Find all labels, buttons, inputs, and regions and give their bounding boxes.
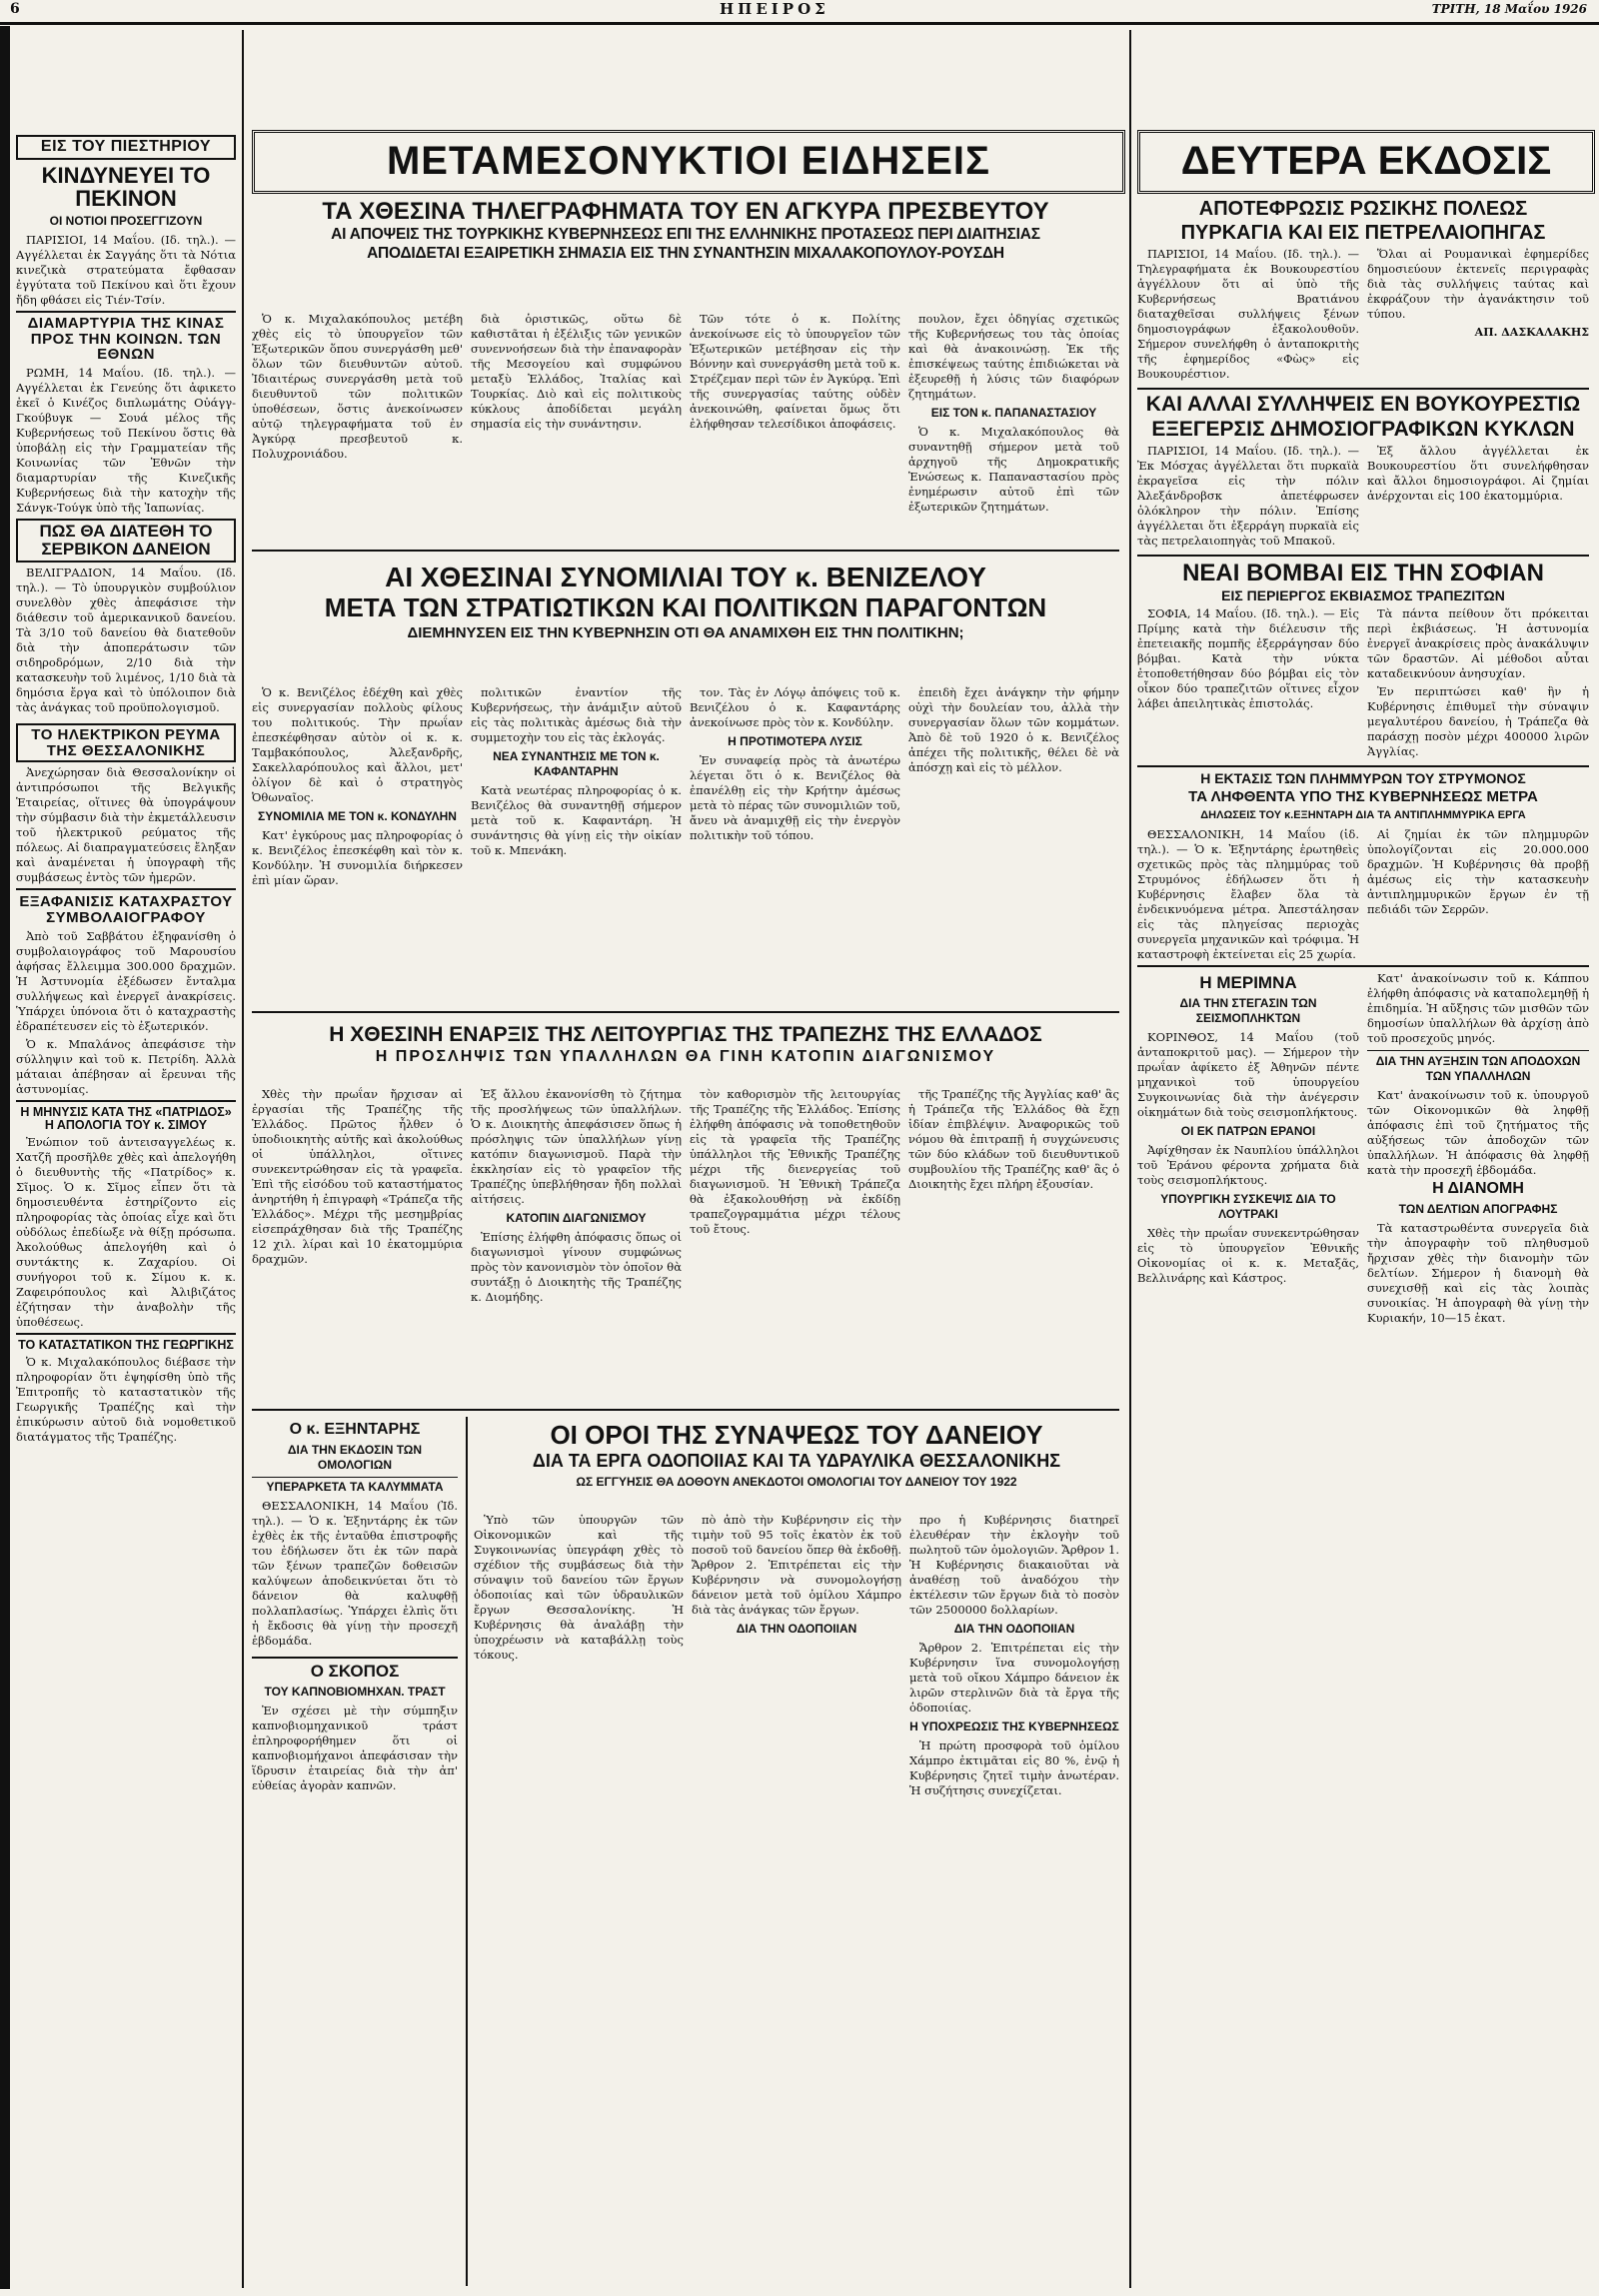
right-headline-1: ΑΠΟΤΕΦΡΩΣΙΣ ΡΩΣΙΚΗΣ ΠΟΛΕΩΣ bbox=[1198, 198, 1528, 220]
left-text-6: Ἐνώπιον τοῦ ἀντεισαγγελέως κ. Χατζῆ προσῆλθε χθὲς καὶ ἀπελογήθη ὁ διευθυντὴς τῆς «Πατρίδος» κ. Σῖμος. Ὁ κ. Σῖμος εἶπεν ὅτι τὰ δημοσιευθέντα ἐστηρίζοντο εἰς πληροφορίας τὰς ὁποίας εἶχε καὶ ὅτι οὐδόλως ἐπεδίωξε νὰ θίξῃ πρόσωπα. Ἀκολούθως ἀπελογήθη καὶ ὁ συντάκτης κ. Ζαχαρίου. Οἱ συνήγοροι τοῦ κ. Σίμου κ. κ. Ζαφειρόπουλος καὶ Ἀλιβιζάτος ἐζήτησαν τὴν ἀναβολὴν τῆς ὑποθέσεως. bbox=[16, 1135, 236, 1330]
article-venizelos-col2: πολιτικῶν ἐναντίον τῆς Κυβερνήσεως, τὴν ἀνάμιξιν αὐτοῦ εἰς τὰς πολιτικὰς ἀμέσως διὰ τὴν συμμετοχὴν του εἰς τὰς ἐκλογάς. bbox=[471, 685, 682, 744]
trust-title: Ο ΣΚΟΠΟΣ bbox=[252, 1657, 458, 1681]
right-headline-6b: ΔΙΑ ΤΗΝ ΣΤΕΓΑΣΙΝ ΤΩΝ ΣΕΙΣΜΟΠΛΗΚΤΩΝ bbox=[1179, 996, 1317, 1026]
article-loan-subhead-1: ΔΙΑ ΤΗΝ ΟΔΟΠΟΙΙΑΝ bbox=[736, 1622, 857, 1636]
right-headline-8b: ΤΩΝ ΔΕΛΤΙΩΝ ΑΠΟΓΡΑΦΗΣ bbox=[1398, 1202, 1558, 1217]
right-text-4: ΘΕΣΣΑΛΟΝΙΚΗ, 14 Μαΐου (ἰδ. τηλ.). — Ὁ κ. Ἐξηντάρης ἐρωτηθεὶς σχετικῶς πρὸς τὰς πλημμύρας τοῦ Στρυμόνος ἐδήλωσεν ὅτι ἡ Κυβέρνησις ἔλαβεν ὅλα τὰ ἐνδεικνυόμενα μέτρα. Ἀπεστάλησαν εἰς τὰς πληγείσας περιοχὰς συνεργεῖα μηχανικῶν καὶ τρόφιμα. Ἡ καταστροφὴ ἐκτείνεται εἰς 25 χωρία. bbox=[1137, 827, 1359, 962]
article-venizelos-subtitle: ΜΕΤΑ ΤΩΝ ΣΤΡΑΤΙΩΤΙΚΩΝ ΚΑΙ ΠΟΛΙΤΙΚΩΝ ΠΑΡΑΓΟΝΤΩΝ bbox=[324, 592, 1047, 623]
article-venizelos-col1: Ὁ κ. Βενιζέλος ἐδέχθη καὶ χθὲς εἰς συνεργασίαν πολλοὺς φίλους του πολιτικούς. Τὴν πρωΐαν ἐπεσκέφθησαν αὐτὸν οἱ κ. κ. Ταμβακόπουλος, Ἀλεξανδρῆς, Σακελλαρόπουλος καὶ ἄλλοι, μετ' ὀλίγον δὲ καὶ ὁ στρατηγὸς Ὀθωναῖος. bbox=[252, 685, 463, 804]
article-venizelos-subtitle-2: ΔΙΕΜΗΝΥΣΕΝ ΕΙΣ ΤΗΝ ΚΥΒΕΡΝΗΣΙΝ ΟΤΙ ΘΑ ΑΝΑΜΙΧΘΗ ΕΙΣ ΤΗΝ ΠΟΛΙΤΙΚΗΝ; bbox=[407, 623, 964, 641]
right-headline-3b: ΕΞΕΓΕΡΣΙΣ ΔΗΜΟΣΙΟΓΡΑΦΙΚΩΝ ΚΥΚΛΩΝ bbox=[1151, 418, 1575, 442]
left-text-5b: Ὁ κ. Μπαλάνος ἀπεφάσισε τὴν σύλληψιν καὶ τοῦ κ. Πετρίδη. Ἀλλὰ μάταιαι ἀπέβησαν αἱ ἔρευναι τῆς ἀστυνομίας. bbox=[16, 1036, 236, 1096]
article-bank-col1: Χθὲς τὴν πρωΐαν ἤρχισαν αἱ ἐργασίαι τῆς Τραπέζης τῆς Ἑλλάδος. Πρῶτος ἦλθεν ὁ ὑποδιοικητὴς αὐτῆς καὶ ἀκολούθως οἱ ὑπάλληλοι, οἵτινες συνεκεντρώθησαν εἰς τὰ γραφεῖα. Ἐπὶ τῆς εἰσόδου τοῦ καταστήματος ἀνηρτήθη ἡ ἐπιγραφὴ «Τράπεζα τῆς Ἑλλάδος». Μέχρι τῆς μεσημβρίας εἰσεπράχθησαν διὰ τῆς Τραπέζης 12 χιλ. λίραι καὶ 10 ἑκατομμύρια δραχμῶν. bbox=[252, 1087, 463, 1266]
masthead bbox=[0, 0, 1599, 25]
article-loan-subhead-2: ΔΙΑ ΤΗΝ ΟΔΟΠΟΙΙΑΝ bbox=[953, 1622, 1075, 1636]
right-headline-5c: ΔΗΛΩΣΕΙΣ ΤΟΥ κ.ΕΞΗΝΤΑΡΗ ΔΙΑ ΤΑ ΑΝΤΙΠΛΗΜΜΥΡΙΚΑ ΕΡΓΑ bbox=[1200, 809, 1526, 822]
article-venizelos bbox=[252, 560, 1119, 643]
right-text-3b: Τὰ πάντα πείθουν ὅτι πρόκειται περὶ ἐκβιάσεως. Ἡ ἀστυνομία ἐνεργεῖ ἀνακρίσεις πρὸς ἀνακάλυψιν τῶν δραστῶν. Αἱ μέθοδοι αὗται καταδεικνύουν ἀνησυχίαν. bbox=[1367, 605, 1589, 680]
right-banner: ΔΕΥΤΕΡΑ ΕΚΔΟΣΙΣ bbox=[1137, 130, 1595, 194]
left-text-7: Ὁ κ. Μιχαλακόπουλος διέβασε τὴν πληροφορίαν ὅτι ἐψηφίσθη ὑπὸ τῆς Ἐπιτροπῆς τὸ καταστατικὸν τῆς Γεωργικῆς Τραπέζης καὶ τὴν ἐπικύρωσιν αὐτοῦ διὰ νομοθετικοῦ διατάγματος τῆς Τραπέζης. bbox=[16, 1355, 236, 1445]
right-headline-5: Η ΕΚΤΑΣΙΣ ΤΩΝ ΠΛΗΜΜΥΡΩΝ ΤΟΥ ΣΤΡΥΜΟΝΟΣ bbox=[1137, 765, 1589, 786]
left-headline-6: ΕΞΑΦΑΝΙΣΙΣ ΚΑΤΑΧΡΑΣΤΟΥ ΣΥΜΒΟΛΑΙΟΓΡΑΦΟΥ bbox=[16, 888, 236, 926]
article-venizelos-subhead-3: Η ΠΡΟΤΙΜΟΤΕΡΑ ΛΥΣΙΣ bbox=[728, 734, 862, 748]
newspaper-name: ΗΠΕΙΡΟΣ bbox=[720, 0, 829, 18]
page-edge-bar bbox=[0, 26, 10, 2289]
article-loan bbox=[474, 1419, 1119, 1493]
article-loan-subtitle-2: ΩΣ ΕΓΓΥΗΣΙΣ ΘΑ ΔΟΘΟΥΝ ΑΝΕΚΔΟΤΟΙ ΟΜΟΛΟΓΙΑΙ ΤΟΥ ΔΑΝΕΙΟΥ ΤΟΥ 1922 bbox=[576, 1475, 1017, 1490]
article-venizelos-col2b: Κατὰ νεωτέρας πληροφορίας ὁ κ. Βενιζέλος θὰ συναντηθῇ σήμερον μετὰ τοῦ κ. Καφαντάρη. Ἡ συνάντησις θὰ γίνῃ εἰς τὴν οἰκίαν τοῦ κ. Μπενάκη. bbox=[471, 783, 682, 857]
article-bank-col4: τῆς Τραπέζης τῆς Ἀγγλίας καθ' ἃς ἡ Τράπεζα τῆς Ἑλλάδος θὰ ἔχῃ ἰδίαν ἐπιβλέψιν. Ἀναφορικῶς τοῦ νόμου θὰ ἐπιτραπῇ ἡ συγχώνευσις τῶν δύο κλάδων τοῦ διευθυντικοῦ συμβουλίου τῆς Τραπέζης καθ' ἃς ὁ Διοικητὴς ἔχει πλήρη ἐξουσίαν. bbox=[908, 1087, 1119, 1191]
right-headline-5b: ΤΑ ΛΗΦΘΕΝΤΑ ΥΠΟ ΤΗΣ ΚΥΒΕΡΝΗΣΕΩΣ ΜΕΤΡΑ bbox=[1188, 787, 1538, 805]
right-column bbox=[1137, 196, 1589, 2288]
right-text-7: Κατ' ἀνακοίνωσιν τοῦ κ. ὑπουργοῦ τῶν Οἰκονομικῶν θὰ ληφθῇ ἀπόφασις ἐπὶ τοῦ ζητήματος τῆς αὐξήσεως τῶν ἀποδοχῶν τῶν ὑπαλλήλων. Ἡ ἀπόφασις θὰ ληφθῇ κατὰ τὴν προσεχῆ ἑβδομάδα. bbox=[1367, 1088, 1589, 1178]
article-ankara-subtitle-2: ΑΠΟΔΙΔΕΤΑΙ ΕΞΑΙΡΕΤΙΚΗ ΣΗΜΑΣΙΑ ΕΙΣ ΤΗΝ ΣΥΝΑΝΤΗΣΙΝ ΜΙΧΑΛΑΚΟΠΟΥΛΟΥ-ΡΟΥΣΔΗ bbox=[367, 245, 1004, 263]
article-bank-subtitle: Η ΠΡΟΣΛΗΨΙΣ ΤΩΝ ΥΠΑΛΛΗΛΩΝ ΘΑ ΓΙΝΗ ΚΑΤΟΠΙΝ ΔΙΑΓΩΝΙΣΜΟΥ bbox=[375, 1048, 996, 1066]
article-loan-col3: προ ἡ Κυβέρνησις διατηρεῖ ἐλευθέραν τὴν ἐκλογὴν τοῦ πωλητοῦ τῶν ὁμολογιῶν. Ἄρθρον 1. Ἡ Κυβέρνησις διακαιοῦται νὰ ἀναθέσῃ τοῦ ἀναδόχου τὴν ἐκτέλεσιν τῶν ἔργων διὰ τὸ ποσὸν τῶν 2500000 δολλαρίων. bbox=[909, 1513, 1119, 1617]
left-text-5: Ἀπὸ τοῦ Σαββάτου ἐξηφανίσθη ὁ συμβολαιογράφος τοῦ Μαρουσίου ἀφήσας ἔλλειμμα 300.000 δραχμῶν. Ἡ Ἀστυνομία ἐξέδωσεν ἔνταλμα συλλήψεως καὶ ἐνεργεῖ ἀνακρίσεις. Ὑπάρχει ὑπόνοια ὅτι ὁ καταχραστὴς ἐδραπέτευσεν εἰς τὸ ἐξωτερικόν. bbox=[16, 928, 236, 1033]
exintaris-title: Ο κ. ΕΞΗΝΤΑΡΗΣ bbox=[289, 1421, 421, 1438]
article-ankara-col1: Ὁ κ. Μιχαλακόπουλος μετέβη χθὲς εἰς τὸ ὑπουργεῖον τῶν Ἐξωτερικῶν ὅπου συνεργάσθη μεθ' ὅλων τῶν διευθυντῶν αὐτοῦ. Ἰδιαιτέρως συνεργάσθη μετὰ τοῦ διευθυντοῦ τῶν πολιτικῶν ὑποθέσεων, ὅστις ἀνεκοίνωσεν αὐτῷ τηλεγραφήματα τοῦ ἐν Ἀγκύρᾳ πρεσβευτοῦ κ. Πολυχρονιάδου. bbox=[252, 312, 463, 461]
article-loan-col3b: Ἄρθρον 2. Ἐπιτρέπεται εἰς τὴν Κυβέρνησιν ἵνα συνομολογήσῃ μετὰ τοῦ οἴκου Χάμπρο δάνειον ἐκ λιρῶν στερλινῶν διὰ τὰ ἔργα τῆς ὁδοποιίας. bbox=[909, 1641, 1119, 1715]
left-headline-3: ΔΙΑΜΑΡΤΥΡΙΑ ΤΗΣ ΚΙΝΑΣ ΠΡΟΣ ΤΗΝ ΚΟΙΝΩΝ. ΤΩΝ ΕΘΝΩΝ bbox=[16, 311, 236, 363]
section-rule bbox=[252, 1409, 1119, 1411]
right-text-5: ΚΟΡΙΝΘΟΣ, 14 Μαΐου (τοῦ ἀνταποκριτοῦ μας). — Σήμερον τὴν πρωΐαν ἀφίκετο ἐξ Ἀθηνῶν πέντε μηχανικοὶ τοῦ ὑπουργείου Συγκοινωνίας διὰ τὴν ἀνέγερσιν οἰκημάτων διὰ τοὺς σεισμοπλήκτους. bbox=[1137, 1030, 1359, 1120]
right-headline-6c: ΟΙ ΕΚ ΠΑΤΡΩΝ ΕΡΑΝΟΙ bbox=[1180, 1124, 1316, 1139]
article-bank-col2b: Ἐπίσης ἐλήφθη ἀπόφασις ὅπως οἱ διαγωνισμοὶ γίνουν συμφώνως πρὸς τὸν κανονισμὸν τὸν ὁποῖον θὰ συντάξῃ ὁ Διοικητὴς τῆς Τραπέζης κ. Διομήδης. bbox=[471, 1230, 682, 1304]
article-ankara-col4b: Ὁ κ. Μιχαλακόπουλος θὰ συναντηθῇ σήμερον μετὰ τοῦ ἀρχηγοῦ τῆς Δημοκρατικῆς Ἑνώσεως κ. Παπαναστασίου πρὸς ἐνημέρωσιν αὐτοῦ ἐπὶ τῶν ἐξωτερικῶν ζητημάτων. bbox=[908, 425, 1119, 514]
left-headline-5: ΤΟ ΗΛΕΚΤΡΙΚΟΝ ΡΕΥΜΑ ΤΗΣ ΘΕΣΣΑΛΟΝΙΚΗΣ bbox=[16, 723, 236, 763]
left-column bbox=[16, 132, 236, 2290]
article-loan-col1: Ὑπὸ τῶν ὑπουργῶν τῶν Οἰκονομικῶν καὶ τῆς Συγκοινωνίας ὑπεγράφη χθὲς τὸ σχέδιον τῆς συμβάσεως διὰ τὴν σύναψιν τοῦ δανείου τῶν ἔργων ὁδοποιίας καὶ τῶν ὑδραυλικῶν ἔργων Θεσσαλονίκης. Ἡ Κυβέρνησις θὰ ἀναλάβῃ τὴν ὑποχρέωσιν νὰ καταβάλλῃ τοὺς τόκους. bbox=[474, 1513, 684, 1662]
page-number: 6 bbox=[10, 1, 20, 17]
article-ankara-subhead: ΕΙΣ ΤΟΝ κ. ΠΑΠΑΝΑΣΤΑΣΙΟΥ bbox=[930, 406, 1097, 420]
article-loan-subtitle: ΔΙΑ ΤΑ ΕΡΓΑ ΟΔΟΠΟΙΙΑΣ ΚΑΙ ΤΑ ΥΔΡΑΥΛΙΚΑ ΘΕΣΣΑΛΟΝΙΚΗΣ bbox=[532, 1451, 1061, 1472]
article-venizelos-subhead-1: ΣΥΝΟΜΙΛΙΑ ΜΕ ΤΟΝ κ. ΚΟΝΔΥΛΗΝ bbox=[258, 809, 457, 823]
section-rule bbox=[252, 550, 1119, 552]
right-signature: ΑΠ. ΔΑΣΚΑΛΑΚΗΣ bbox=[1474, 326, 1589, 339]
article-ankara-title: ΤΑ ΧΘΕΣΙΝΑ ΤΗΛΕΓΡΑΦΗΜΑΤΑ ΤΟΥ ΕΝ ΑΓΚΥΡΑ ΠΡΕΣΒΕΥΤΟΥ bbox=[322, 198, 1049, 225]
right-headline-2: ΠΥΡΚΑΓΙΑ ΚΑΙ ΕΙΣ ΠΕΤΡΕΛΑΙΟΠΗΓΑΣ bbox=[1180, 222, 1546, 244]
right-text-1: ΠΑΡΙΣΙΟΙ, 14 Μαΐου. (Ιδ. τηλ.). — Τηλεγραφήματα ἐκ Βουκουρεστίου ἀγγέλλουν ὅτι αἱ ὑπὸ τῆς Κυβερνήσεως Βρατιάνου διαταχθεῖσαι συλλήψεις ξένων δημοσιογράφων ἐξακολουθοῦν. Σήμερον συνελήφθη ὁ ἀνταποκριτὴς τῆς ἐφημερίδος «Φὼς» εἰς Βουκουρέστιον. bbox=[1137, 247, 1359, 381]
article-loan-title: ΟΙ ΟΡΟΙ ΤΗΣ ΣΥΝΑΨΕΩΣ ΤΟΥ ΔΑΝΕΙΟΥ bbox=[550, 1420, 1043, 1450]
left-text-3: ΒΕΛΙΓΡΑΔΙΟΝ, 14 Μαΐου. (Ιδ. τηλ.). — Τὸ ὑπουργικὸν συμβούλιον συνελθὸν χθὲς ἀπεφάσισε τὴν διάθεσιν τοῦ ἀμερικανικοῦ δανείου. Τὰ 3/10 τοῦ δανείου θὰ διατεθοῦν διὰ τὴν ἀποπεράτωσιν τῶν σιδηροδρόμων, 2/10 διὰ τὴν κατασκευὴν τοῦ λιμένος, 1/10 διὰ τὰ δημόσια ἔργα καὶ τὸ ὑπόλοιπον διὰ τὰς ἀνάγκας τοῦ προϋπολογισμοῦ. bbox=[16, 565, 236, 714]
section-rule bbox=[252, 1011, 1119, 1013]
left-text-2: ΡΩΜΗ, 14 Μαΐου. (Ιδ. τηλ.). — Αγγέλλεται ἐκ Γενεύης ὅτι ἀφικετο ἐκεῖ ὁ Κινέζος διπλωμάτης Οὐάγγ-Γκούβυγκ — Σουά μέλος τῆς Κυβερνήσεως τοῦ Πεκίνου ὅστις θὰ ὑποβάλῃ εἰς τὴν Γραμματείαν τῆς Κοινωνίας τῶν Ἐθνῶν τὴν διαμαρτυρίαν τῆς Κινεζικῆς Κυβερνήσεως διὰ τὴν κατοχὴν τῆς Σάνγκ-Τούγκ ὑπὸ τῆς Ἰαπωνίας. bbox=[16, 366, 236, 516]
article-venizelos-col3b: Ἐν συναφείᾳ πρὸς τὰ ἀνωτέρω λέγεται ὅτι ὁ κ. Βενιζέλος θὰ ἐπανέλθῃ εἰς τὴν Κρήτην ἀμέσως μετὰ τὸ πέρας τῶν συνομιλιῶν τοῦ, ἄνευ νὰ ἀναμιχθῇ εἰς τὴν ἐνεργὸν πολιτικὴν τοῦ τόπου. bbox=[690, 753, 900, 842]
trust-subtitle: ΤΟΥ ΚΑΠΝΟΒΙΟΜΗΧΑΝ. ΤΡΑΣΤ bbox=[264, 1684, 446, 1699]
article-bank-col2: Ἐξ ἄλλου ἐκανονίσθη τὸ ζήτημα τῆς προσλήψεως τῶν ὑπαλλήλων. Ὁ κ. Διοικητὴς ἀπεφάσισεν ὅπως ἡ πρόσληψις τῶν ὑπαλλήλων γίνῃ κατόπιν διαγωνισμοῦ. Παρὰ τὴν ἐκκλησίαν εἰς τὸ γραφεῖον τῆς Τραπέζης ὑπεβλήθησαν ἤδη πολλαὶ αἰτήσεις. bbox=[471, 1087, 682, 1206]
article-venizelos-body bbox=[252, 685, 1119, 1007]
right-text-3c: Ἐν περιπτώσει καθ' ἣν ἡ Κυβέρνησις ἐπιθυμεῖ τὴν σύναψιν μεγαλυτέρου δανείου, ἡ Τράπεζα θὰ παράσχῃ ποσὸν μέχρι 400000 λιρῶν Ἀγγλίας. bbox=[1367, 683, 1589, 758]
left-headline-4: ΠΩΣ ΘΑ ΔΙΑΤΕΘΗ ΤΟ ΣΕΡΒΙΚΟΝ ΔΑΝΕΙΟΝ bbox=[16, 519, 236, 563]
article-ankara-col4: πουλον, ἔχει ὁδηγίας σχετικῶς τῆς Κυβερνήσεως του τὰς ὁποίας καὶ θὰ ἀνακοινώσῃ. Ἐκ τῆς ἐπισκέψεως ταύτης ἐπιδιώκεται νὰ ἐξευρεθῇ ἡ λύσις τῶν διαφόρων ζητημάτων. bbox=[908, 312, 1119, 401]
left-headline-8: ΤΟ ΚΑΤΑΣΤΑΤΙΚΟΝ ΤΗΣ ΓΕΩΡΓΙΚΗΣ bbox=[16, 1333, 236, 1352]
article-bank-col3: τὸν καθορισμὸν τῆς λειτουργίας τῆς Τραπέζης τῆς Ἑλλάδος. Ἐπίσης ἐλήφθη ἀπόφασις νὰ τοποθετηθοῦν εἰς τὰ γραφεῖα τῆς Τραπέζης ὑπάλληλοι τῆς Ἐθνικῆς Τραπέζης μέχρι τῆς διενεργείας τοῦ διαγωνισμοῦ. Ἡ Ἐθνικὴ Τράπεζα θὰ ἐξακολουθήσῃ νὰ ἐκδίδῃ τραπεζογραμμάτια μέχρι τέλους τοῦ ἔτους. bbox=[690, 1087, 900, 1236]
right-headline-3: ΚΑΙ ΑΛΛΑΙ ΣΥΛΛΗΨΕΙΣ ΕΝ ΒΟΥΚΟΥΡΕΣΤΙΩ bbox=[1137, 388, 1589, 416]
left-text-4: Ἀνεχώρησαν διὰ Θεσσαλονίκην οἱ ἀντιπρόσωποι τῆς Βελγικῆς Ἑταιρείας, οἵτινες θὰ ὑπογράψουν τὴν σύμβασιν διὰ τὴν ἐκμετάλλευσιν τοῦ ἠλεκτρικοῦ ρεύματος τῆς πόλεως. Αἱ διαπραγματεύσεις ἔληξαν καὶ ἀναμένεται ἡ ὑπογραφὴ τῆς συμβάσεως ἐντὸς τῶν ἡμερῶν. bbox=[16, 765, 236, 885]
right-text-2: ΠΑΡΙΣΙΟΙ, 14 Μαΐου. (Ιδ. τηλ.). — Ἐκ Μόσχας ἀγγέλλεται ὅτι πυρκαϊὰ ἐκραγεῖσα εἰς τὴν πόλιν Ἀλεξάνδροβσκ ἀπετέφρωσεν ὁλόκληρον τὴν πόλιν. Ἐπίσης ἀγγέλλεται ὅτι ἐξερράγη πυρκαϊὰ εἰς τὰς πετρελαιοπηγὰς τοῦ Μπακοῦ. bbox=[1137, 444, 1359, 549]
article-bank-title: Η ΧΘΕΣΙΝΗ ΕΝΑΡΞΙΣ ΤΗΣ ΛΕΙΤΟΥΡΓΙΑΣ ΤΗΣ ΤΡΑΠΕΖΗΣ ΤΗΣ ΕΛΛΑΔΟΣ bbox=[329, 1023, 1042, 1046]
article-bank bbox=[252, 1021, 1119, 1069]
center-banner: ΜΕΤΑΜΕΣΟΝΥΚΤΙΟΙ ΕΙΔΗΣΕΙΣ bbox=[252, 130, 1125, 194]
article-venizelos-col3: τον. Τὰς ἐν Λόγῳ ἀπόψεις τοῦ κ. Βενιζέλου ὁ κ. Καφαντάρης ἀνεκοίνωσε πρὸς τὸν κ. Κονδύλην. bbox=[690, 685, 900, 729]
right-text-5c: Χθὲς τὴν πρωΐαν συνεκεντρώθησαν εἰς τὸ ὑπουργεῖον Ἐθνικῆς Οἰκονομίας οἱ κ. κ. Μεταξᾶς, Βελλινάρης καὶ Κάστρος. bbox=[1137, 1226, 1359, 1286]
left-subhead-1: ΟΙ ΝΟΤΙΟΙ ΠΡΟΣΕΓΓΙΖΟΥΝ bbox=[49, 213, 203, 228]
left-headline-1: ΕΙΣ ΤΟΥ ΠΙΕΣΤΗΡΙΟΥ bbox=[16, 135, 236, 160]
column-rule bbox=[242, 30, 244, 2288]
trust-text: Ἐν σχέσει μὲ τὴν σύμπηξιν καπνοβιομηχανικοῦ τράστ ἐπληροφορήθημεν ὅτι οἱ καπνοβιομήχανοι ἀπεφάσισαν τὴν ἵδρυσιν ἑταιρείας διὰ τὴν ἀπ' εὐθείας ἀγορὰν καπνῶν. bbox=[252, 1703, 458, 1792]
exintaris-subtitle-2: ΥΠΕΡΑΡΚΕΤΑ ΤΑ ΚΑΛΥΜΜΑΤΑ bbox=[252, 1477, 458, 1495]
column-rule bbox=[466, 1417, 468, 2286]
left-text-1: ΠΑΡΙΣΙΟΙ, 14 Μαΐου. (Ιδ. τηλ.). — Αγγέλλεται ἐκ Σαγγάης ὅτι τὰ Νότια κινεζικὰ στρατεύματα ἔφθασαν ἐγγύτατα τοῦ Πεκίνου καὶ ὅτι ἔχουν ἤδη φθάσει εἰς Τιέν-Τσίν. bbox=[16, 232, 236, 307]
exintaris-text: ΘΕΣΣΑΛΟΝΙΚΗ, 14 Μαΐου (Ἰδ. τηλ.). — Ὁ κ. Ἐξηντάρης ἐκ τῶν ἐχθὲς ἐκ τῆς ἐνταῦθα ἐπιστροφῆς του ἐδήλωσεν ὅτι ἐκ τῶν παρὰ τῶν ξένων τραπεζῶν δοθεισῶν καλύψεων ἀποδεικνύεται ὅτι τὸ δάνειον θὰ καλυφθῇ πολλαπλασίως. Ὑπάρχει ἐλπὶς ὅτι ἡ ἔκδοσις θὰ γίνῃ τὴν προσεχῆ ἑβδομάδα. bbox=[252, 1498, 458, 1648]
article-venizelos-subhead-2: ΝΕΑ ΣΥΝΑΝΤΗΣΙΣ ΜΕ ΤΟΝ κ. ΚΑΦΑΝΤΑΡΗΝ bbox=[493, 749, 660, 778]
article-venizelos-title: ΑΙ ΧΘΕΣΙΝΑΙ ΣΥΝΟΜΙΛΙΑΙ ΤΟΥ κ. ΒΕΝΙΖΕΛΟΥ bbox=[385, 562, 986, 592]
left-headline-2: ΚΙΝΔΥΝΕΥΕΙ ΤΟ ΠΕΚΙΝΟΝ bbox=[41, 162, 211, 211]
column-rule bbox=[1129, 30, 1131, 2288]
article-ankara-col3: Τῶν τότε ὁ κ. Πολίτης ἀνεκοίνωσε εἰς τὸ ὑπουργεῖον τῶν Ἐξωτερικῶν μετέβησαν εἰς τὴν Βόννην καὶ συνεργάσθη μετὰ τοῦ κ. Στρέζεμαν περὶ τῶν ἐν Ἀγκύρᾳ. Ἐπὶ τῆς συνεργασίας ταύτης οὐδὲν ἀνεκοινώθη, φαίνεται ὅμως ὅτι ἐλήφθησαν τελεσίδικοι ἀποφάσεις. bbox=[690, 312, 900, 431]
article-exintaris bbox=[252, 1419, 458, 2286]
article-loan-col3c: Ἡ πρώτη προσφορὰ τοῦ ὁμίλου Χάμπρο ἐκτιμᾶται εἰς 80 %, ἐνῷ ἡ Κυβέρνησις ζητεῖ τιμὴν ἀνωτέραν. Ἡ συζήτησις συνεχίζεται. bbox=[909, 1738, 1119, 1797]
article-ankara-body bbox=[252, 312, 1119, 544]
right-headline-7: ΔΙΑ ΤΗΝ ΑΥΞΗΣΙΝ ΤΩΝ ΑΠΟΔΟΧΩΝ ΤΩΝ ΥΠΑΛΛΗΛΩΝ bbox=[1367, 1050, 1589, 1084]
exintaris-subtitle: ΔΙΑ ΤΗΝ ΕΚΔΟΣΙΝ ΤΩΝ ΟΜΟΛΟΓΙΩΝ bbox=[287, 1442, 423, 1472]
article-venizelos-col1b: Κατ' ἐγκύρους μας πληροφορίας ὁ κ. Βενιζέλος ἐπεσκέφθη καὶ τὸν κ. Κονδύλην. Ἡ συνομιλία διήρκεσεν ἐπὶ μίαν ὥραν. bbox=[252, 828, 463, 887]
left-headline-7: Η ΜΗΝΥΣΙΣ ΚΑΤΑ ΤΗΣ «ΠΑΤΡΙΔΟΣ» Η ΑΠΟΛΟΓΙΑ ΤΟΥ κ. ΣΙΜΟΥ bbox=[16, 1100, 236, 1132]
article-venizelos-col4: ἐπειδὴ ἔχει ἀνάγκην τὴν φήμην οὐχὶ τὴν δουλείαν του, ἀλλὰ τὴν συνεργασίαν ὅλων τῶν κομμάτων. Ἀπὸ δὲ τοῦ 1920 ὁ κ. Βενιζέλος ἀπέχει τῆς πολιτικῆς, θέλει δὲ νὰ ἀπόσχῃ καὶ εἰς τὸ μέλλον. bbox=[908, 685, 1119, 774]
right-text-1b: Ὅλαι αἱ Ρουμανικαὶ ἐφημερίδες δημοσιεύουν ἐκτενεῖς περιγραφὰς διὰ τὰς συλλήψεις ταύτας καὶ ἐκφράζουν τὴν ἀγανάκτησιν τοῦ τύπου. bbox=[1367, 247, 1589, 321]
article-bank-body bbox=[252, 1087, 1119, 1399]
right-headline-6: Η ΜΕΡΙΜΝΑ bbox=[1199, 973, 1297, 993]
article-bank-subhead: ΚΑΤΟΠΙΝ ΔΙΑΓΩΝΙΣΜΟΥ bbox=[506, 1211, 647, 1225]
right-text-6: Κατ' ἀνακοίνωσιν τοῦ κ. Κάππου ἐλήφθη ἀπόφασις νὰ καταπολεμηθῇ ἡ ἐπιδημία. Ἡ αὔξησις τῶν μισθῶν τῶν δημοσίων ὑπαλλήλων θὰ ἀρχίσῃ ἀπὸ τοῦ προσεχοῦς μηνός. bbox=[1367, 971, 1589, 1046]
article-ankara-col2: διὰ ὁριστικῶς, οὕτω δὲ καθιστᾶται ἡ ἐξέλιξις τῶν γενικῶν συνεννοήσεων διὰ τὴν ἐπαναφορὰν τῆς Μεσογείου καὶ συμφώνου μεταξὺ Ἑλλάδος, Ἰταλίας καὶ Τουρκίας. Διὸ καὶ εἰς πολιτικοὺς κύκλους ἀποδίδεται μεγάλη σημασία εἰς τὴν συνάντησιν. bbox=[471, 312, 682, 431]
right-headline-4: ΝΕΑΙ ΒΟΜΒΑΙ ΕΙΣ ΤΗΝ ΣΟΦΙΑΝ bbox=[1137, 555, 1589, 585]
right-text-5b: Ἀφίχθησαν ἐκ Ναυπλίου ὑπάλληλοι τοῦ Ἐράνου φέροντα χρήματα διὰ τοὺς σεισμοπλήκτους. bbox=[1137, 1143, 1359, 1188]
issue-date: ΤΡΙΤΗ, 18 Μαΐου 1926 bbox=[1431, 2, 1587, 16]
article-loan-subhead-3: Η ΥΠΟΧΡΕΩΣΙΣ ΤΗΣ ΚΥΒΕΡΝΗΣΕΩΣ bbox=[909, 1720, 1119, 1733]
right-text-8: Τὰ καταστρωθέντα συνεργεῖα διὰ τὴν ἀπογραφὴν τοῦ πληθυσμοῦ ἤρχισαν χθὲς τὴν διανομὴν τῶν δελτίων. Σήμερον ἡ διανομὴ θὰ συνεχισθῇ καὶ εἰς τὰς λοιπὰς συνοικίας. Ἡ ἀπογραφὴ θὰ γίνῃ τὴν Κυριακήν, 10—15 ἑκατ. bbox=[1367, 1221, 1589, 1326]
article-loan-body bbox=[474, 1513, 1119, 2284]
right-text-3: ΣΟΦΙΑ, 14 Μαΐου. (Ιδ. τηλ.). — Εἰς Πρίμης κατὰ τὴν διέλευσιν τῆς ἐπετειακῆς πομπῆς ἐξερράγησαν δύο βόμβαι. Κατὰ τὴν νύκτα ἐτοποθετήθησαν δύο βόμβαι εἰς τὸν οἶκον δύο τραπεζιτῶν οἵτινες εἶχον λάβει ἀπειλητικὰς ἐπιστολάς. bbox=[1137, 605, 1359, 710]
article-ankara-subtitle: ΑΙ ΑΠΟΨΕΙΣ ΤΗΣ ΤΟΥΡΚΙΚΗΣ ΚΥΒΕΡΝΗΣΕΩΣ ΕΠΙ ΤΗΣ ΕΛΛΗΝΙΚΗΣ ΠΡΟΤΑΣΕΩΣ ΠΕΡΙ ΔΙΑΙΤΗΣΙΑΣ bbox=[331, 226, 1040, 244]
article-loan-col2: πὸ ἀπὸ τὴν Κυβέρνησιν εἰς τὴν τιμὴν τοῦ 95 τοῖς ἑκατὸν ἐκ τοῦ ποσοῦ τοῦ δανείου ὅπερ θὰ ἐκδοθῇ. Ἄρθρον 2. Ἐπιτρέπεται εἰς τὴν Κυβέρνησιν νὰ συνομολογήσῃ δάνειον μετὰ τοῦ ὁμίλου Χάμπρο διὰ τὰς ἀνάγκας τῶν ἔργων. bbox=[692, 1513, 901, 1617]
right-text-4b: Αἱ ζημίαι ἐκ τῶν πλημμυρῶν ὑπολογίζονται εἰς 20.000.000 δραχμῶν. Ἡ Κυβέρνησις θὰ προβῇ ἀμέσως εἰς τὴν κατασκευὴν ἀντιπλημμυρικῶν ἔργων ἐν τῇ πεδιάδι τῶν Σερρῶν. bbox=[1367, 827, 1589, 917]
right-headline-6d: ΥΠΟΥΡΓΙΚΗ ΣΥΣΚΕΨΙΣ ΔΙΑ ΤΟ ΛΟΥΤΡΑΚΙ bbox=[1160, 1192, 1336, 1222]
article-ankara bbox=[252, 196, 1119, 266]
right-headline-8: Η ΔΙΑΝΟΜΗ bbox=[1432, 1180, 1524, 1198]
right-headline-4b: ΕΙΣ ΠΕΡΙΕΡΓΟΣ ΕΚΒΙΑΣΜΟΣ ΤΡΑΠΕΖΙΤΩΝ bbox=[1221, 587, 1505, 604]
right-text-2b: Ἐξ ἄλλου ἀγγέλλεται ἐκ Βουκουρεστίου ὅτι συνελήφθησαν καὶ ἄλλοι δημοσιογράφοι. Αἱ ζημίαι ἀνέρχονται εἰς 100 ἑκατομμύρια. bbox=[1367, 444, 1589, 504]
